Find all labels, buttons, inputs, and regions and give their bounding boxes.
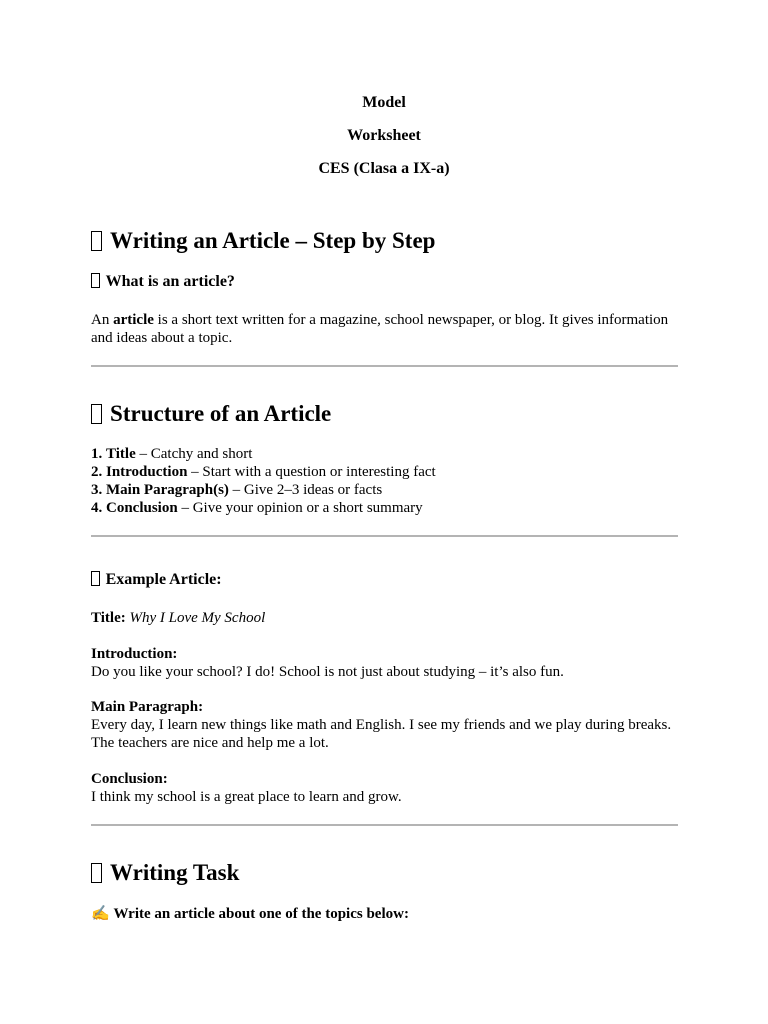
example-conclusion — [91, 770, 681, 806]
section-title-text: Structure of an Article — [110, 401, 332, 426]
list-item-label: Main Paragraph(s) — [106, 482, 229, 498]
article-definition-paragraph — [91, 311, 681, 347]
example-title-value: Why I Love My School — [129, 610, 266, 626]
list-item-desc: – Catchy and short — [135, 446, 253, 462]
writing-task-instruction — [91, 905, 681, 923]
example-title-text: Example Article: — [105, 571, 222, 588]
example-article-title — [91, 571, 222, 589]
structure-list — [91, 445, 681, 517]
list-item-label: Title — [106, 446, 136, 462]
section-title-structure — [91, 401, 331, 427]
missing-glyph-icon — [91, 404, 102, 424]
list-item — [91, 445, 681, 463]
list-item-desc: – Give your opinion or a short summary — [177, 500, 423, 516]
divider — [91, 535, 678, 537]
list-item-number: 1. — [91, 446, 103, 462]
list-item — [91, 481, 681, 499]
list-item-desc: – Give 2–3 ideas or facts — [228, 482, 383, 498]
missing-glyph-icon — [91, 571, 100, 586]
missing-glyph-icon — [91, 863, 102, 883]
list-item-number: 3. — [91, 482, 103, 498]
divider — [91, 824, 678, 826]
definition-prefix: An — [91, 312, 114, 328]
writing-hand-icon: ✍ — [91, 906, 110, 922]
list-item-number: 2. — [91, 464, 103, 480]
section-title-writing-article — [91, 228, 435, 254]
list-item-number: 4. — [91, 500, 103, 516]
example-conclusion-label: Conclusion: — [91, 771, 168, 787]
list-item — [91, 463, 681, 481]
subtitle-text: What is an article? — [105, 273, 235, 290]
example-main-text-line1: Every day, I learn new things like math and English. I see my friends and we play during breaks. — [91, 717, 672, 733]
example-main-paragraph — [91, 698, 681, 752]
section-title-text: Writing an Article – Step by Step — [110, 228, 436, 253]
example-title-label: Title: — [91, 610, 126, 626]
list-item-label: Conclusion — [106, 500, 178, 516]
definition-bold-term: article — [113, 312, 154, 328]
list-item — [91, 499, 681, 517]
missing-glyph-icon — [91, 231, 102, 251]
list-item-desc: – Start with a question or interesting fact — [187, 464, 436, 480]
section-title-writing-task — [91, 860, 239, 886]
header-class: CES (Clasa a IX-a) — [318, 160, 450, 177]
header-worksheet: Worksheet — [347, 127, 421, 144]
example-introduction — [91, 645, 681, 681]
example-main-label: Main Paragraph: — [91, 699, 204, 715]
list-item-label: Introduction — [106, 464, 188, 480]
example-conclusion-text: I think my school is a great place to learn and grow. — [91, 789, 402, 805]
example-intro-label: Introduction: — [91, 646, 178, 662]
section-title-text: Writing Task — [110, 860, 240, 885]
header-model: Model — [362, 94, 406, 111]
subtitle-what-is-article — [91, 273, 235, 291]
task-instruction-text: Write an article about one of the topics below: — [113, 906, 409, 922]
example-main-text-line2: The teachers are nice and help me a lot. — [91, 735, 329, 751]
divider — [91, 365, 678, 367]
example-intro-text: Do you like your school? I do! School is not just about studying – it’s also fun. — [91, 664, 564, 680]
missing-glyph-icon — [91, 273, 100, 288]
example-title-line — [91, 609, 681, 627]
definition-text: is a short text written for a magazine, school newspaper, or blog. It gives information and ideas about a topic. — [91, 312, 669, 346]
